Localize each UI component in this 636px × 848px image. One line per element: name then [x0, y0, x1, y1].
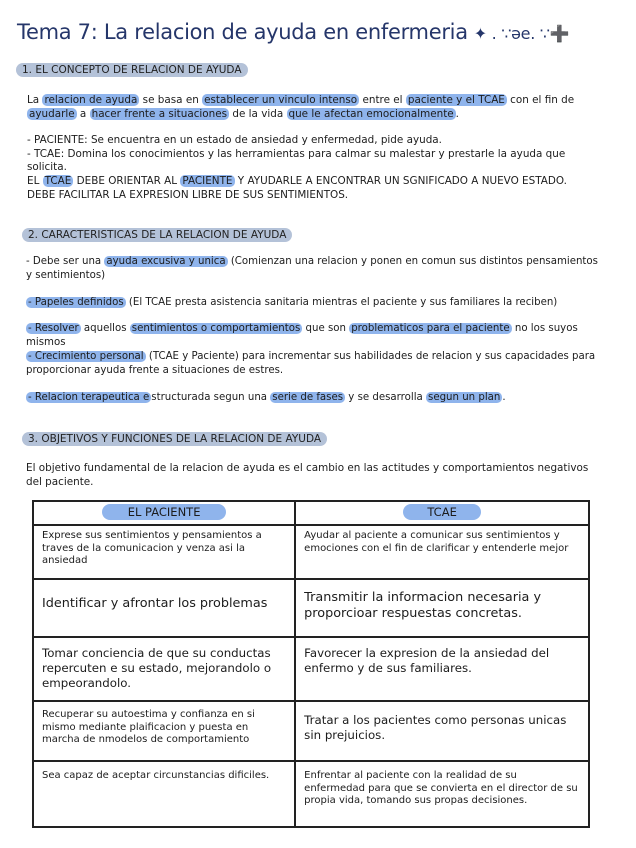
section-2-heading: 2. CARACTERISTICAS DE LA RELACION DE AYUDA — [22, 229, 292, 241]
title-text: Tema 7: La relacion de ayuda en enfermeria — [17, 20, 468, 44]
paciente-line: - PACIENTE: Se encuentra en un estado de ansiedad y enfermedad, pide ayuda. — [27, 134, 442, 146]
section-1-intro: La relacion de ayuda se basa en establecer un vinculo intenso entre el paciente y el TCAE con el fin de ayudarle a hacer frente a situaciones de la vida que le afectan emocionalmente . — [27, 94, 575, 120]
table-cell: Identificar y afrontar los problemas — [33, 579, 295, 637]
section-3-intro: El objetivo fundamental de la relacion de ayuda es el cambio en las actitudes y comportamientos negativos del paciente. — [26, 462, 589, 488]
section-1-heading: 1. EL CONCEPTO DE RELACION DE AYUDA — [16, 64, 248, 76]
table-cell: Enfrentar al paciente con la realidad de su enfermedad para que se convierta en el director de su propia vida, tomando sus propas decisiones. — [295, 761, 589, 827]
table-cell: Ayudar al paciente a comunicar sus sentimientos y emociones con el fin de clarificar y entenderle mejor — [295, 525, 589, 579]
column-header-tcae: TCAE — [295, 501, 589, 525]
table-cell: Tomar conciencia de que su conductas repercuten e su estado, mejorandolo o empeorandolo. — [33, 637, 295, 701]
table-cell: Transmitir la informacion necesaria y proporcioar respuestas concretas. — [295, 579, 589, 637]
table-row — [33, 701, 589, 761]
tcae-line: - TCAE: Domina los conocimientos y las herramientas para calmar su malestar y prestarle la ayuda que solicita. — [27, 147, 566, 173]
title-decoration-icon: ✦ . ∵əe. ∵➕ — [473, 24, 570, 43]
list-item: - Papeles definidos (El TCAE presta asistencia sanitaria mientras el paciente y sus familiares la reciben) — [28, 297, 558, 308]
list-item: - Crecimiento personal (TCAE y Paciente) para incrementar sus habilidades de relacion y sus capacidades para proporcionar ayuda frente a situaciones de estres. — [26, 351, 596, 376]
list-item: - Debe ser una ayuda excusiva y unica (Comienzan una relacion y ponen en comun sus distintos pensamientos y sentimientos) — [26, 256, 598, 281]
list-item: - Relacion terapeutica e structurada segun una serie de fases y se desarrolla segun un plan . — [28, 392, 506, 403]
table-row — [33, 637, 589, 701]
section-1-caps: EL TCAE DEBE ORIENTAR AL PACIENTE Y AYUDARLE A ENCONTRAR UN SGNIFICADO A NUEVO ESTADO. DEBE FACILITAR LA EXPRESION LIBRE DE SUS SENTIMIENTOS. — [27, 175, 567, 201]
table-cell: Tratar a los pacientes como personas unicas sin prejuicios. — [295, 701, 589, 761]
table-row — [33, 579, 589, 637]
table-cell: Recuperar su autoestima y confianza en si mismo mediante plaificacion y puesta en marcha de nmodelos de comportamiento — [33, 701, 295, 761]
column-header-paciente: EL PACIENTE — [33, 501, 295, 525]
table-cell: Exprese sus sentimientos y pensamientos a traves de la comunicacion y venza asi la ansiedad — [33, 525, 295, 579]
table-row — [33, 761, 589, 827]
list-item: - Resolver aquellos sentimientos o comportamientos que son problematicos para el paciente no los suyos mismos — [26, 323, 578, 348]
table-header — [33, 501, 589, 525]
table-row — [33, 525, 589, 579]
table-cell: Favorecer la expresion de la ansiedad del enfermo y de sus familiares. — [295, 637, 589, 701]
page-title — [17, 20, 569, 44]
table-cell: Sea capaz de aceptar circunstancias dificiles. — [33, 761, 295, 827]
section-3-heading: 3. OBJETIVOS Y FUNCIONES DE LA RELACION DE AYUDA — [22, 433, 327, 445]
section-1-roles — [27, 134, 599, 175]
objectives-table — [32, 500, 590, 828]
